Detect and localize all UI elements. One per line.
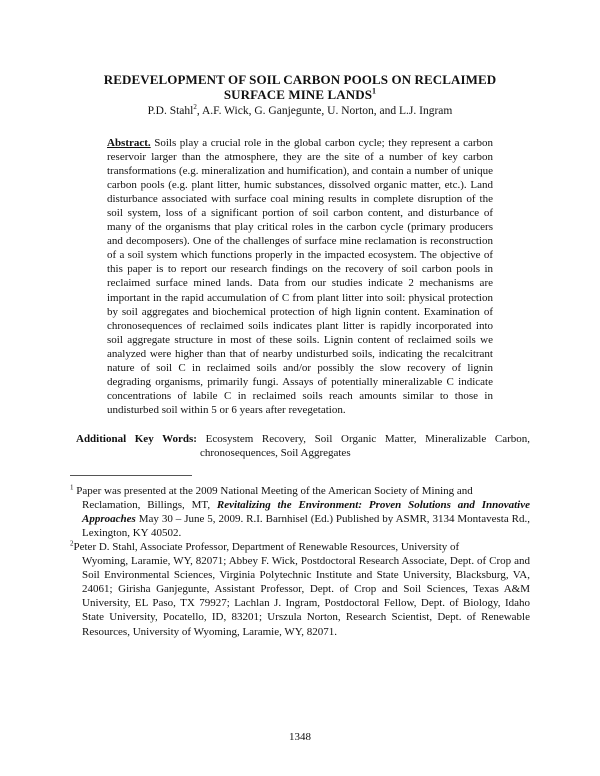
footnote-1-text: Paper was presented at the 2009 National Meeting of the American Society of Mining and (73, 485, 473, 497)
abstract-text: Soils play a crucial role in the global carbon cycle; they represent a carbon reservoir larger than the atmosphere, they are the site of a number of key carbon transformations (e.g. mineralization and humification), and contain a number of unique carbon pools (e.g. plant litter, humic substances, dissolved organic matter, etc.). Land disturbance associated with surface coal mining results in complete disruption of the soil system, loss of a significant portion of soil carbon content, and disturbance of many of the organisms that play critical roles in the carbon cycle (primary producers and decomposers). One of the challenges of surface mine reclamation is reconstruction of a soil system which functions properly in the impacted ecosystem. The objective of this paper is to report our research findings on the recovery of soil carbon pools in reclaimed surface mined lands. Data from our studies indicate 2 mechanisms are important in the rapid accumulation of C from plant litter into soil: physical protection by soil aggregates and biochemical protection of high lignin content. Examination of chronosequences of reclaimed soils indicates plant litter is rapidly incorporated into soil aggregate structure in most of these soils. Lignin content of reclaimed soils we analyzed were higher than that of nearby undisturbed soils, indicating the recalcitrant nature of soil C in reclaimed soils and/or possibly the slow recovery of lignin degrading organisms, primarily fungi. Assays of potentially mineralizable C indicate concentrations of labile C in reclaimed soils reach amounts similar to those in undisturbed soil within 5 or 6 years after revegetation. (107, 137, 493, 416)
footnote-1-continuation (70, 498, 530, 540)
footnote-divider (70, 475, 192, 476)
footnote-1-first-line (70, 484, 530, 498)
title-footnote-mark: 1 (372, 86, 377, 96)
key-words-line-1 (76, 432, 530, 446)
other-authors: , A.F. Wick, G. Ganjegunte, U. Norton, and L.J. Ingram (196, 105, 453, 117)
key-words-text-1: Ecosystem Recovery, Soil Organic Matter, Mineralizable Carbon, (196, 433, 530, 445)
title-line-1: REDEVELOPMENT OF SOIL CARBON POOLS ON RECLAIMED (103, 72, 497, 87)
footnote-1 (70, 484, 530, 540)
paper-title (80, 72, 520, 102)
key-words (76, 432, 530, 460)
author-list (80, 104, 520, 118)
key-words-label: Additional Key Words: (76, 433, 197, 445)
conference-title: Revitalizing the Environment: Proven Solutions and Innovative Approaches (82, 499, 530, 526)
key-words-line-2: chronosequences, Soil Aggregates (200, 447, 351, 459)
footnote-2-mark: 2 (70, 539, 74, 548)
footnote-2 (70, 540, 530, 639)
title-line-2: SURFACE MINE LANDS (223, 87, 373, 102)
footnote-2-first-line (70, 540, 530, 554)
abstract (107, 136, 493, 417)
footnote-1-cont-a: Reclamation, Billings, MT, (82, 499, 217, 512)
author-footnote-mark: 2 (193, 103, 197, 112)
footnote-1-cont-b: May 30 – June 5, 2009. R.I. Barnhisel (Ed.) Published by ASMR, 3134 Montavesta Rd., Lexington, KY 40502. (82, 513, 530, 540)
footnote-2-continuation: Wyoming, Laramie, WY, 82071; Abbey F. Wick, Postdoctoral Research Associate, Dept. of Crop and Soil Environmental Sciences, Virginia Polytechnic Institute and State University, Blacksburg, VA, 24061; Girisha Ganjegunte, Assistant Professor, Dept. of Crop and Soil Sciences, Texas A&M University, EL Paso, TX 79927; Lachlan J. Ingram, Postdoctoral Fellow, Dept. of Biology, Idaho State University, Pocatello, ID, 83201; Urszula Norton, Research Scientist, Dept. of Renewable Resources, University of Wyoming, Laramie, WY, 82071. (82, 555, 530, 638)
footnote-1-mark: 1 (70, 483, 74, 492)
first-author: P.D. Stahl (147, 105, 194, 117)
page-number: 1348 (289, 731, 311, 743)
abstract-label: Abstract. (107, 137, 151, 149)
footnote-2-text-first: Peter D. Stahl, Associate Professor, Department of Renewable Resources, University of (73, 541, 460, 553)
